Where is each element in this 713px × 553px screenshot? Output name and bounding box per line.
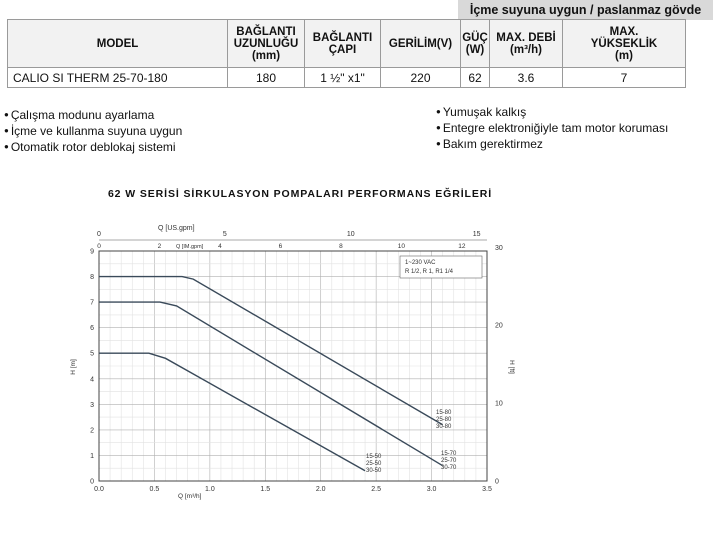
top-im-axis-label: Q [IM.gpm] xyxy=(176,244,204,250)
legend-text: 1~230 VAC xyxy=(405,260,436,266)
series-label: 15-50 xyxy=(366,454,382,460)
x-tick-label: 2.5 xyxy=(371,486,382,493)
top-im-tick-label: 10 xyxy=(397,243,406,250)
y2-axis-label: H [ft] xyxy=(508,360,515,374)
table-header-line: GÜÇ xyxy=(462,31,488,44)
top-us-tick-label: 0 xyxy=(97,231,101,238)
y-tick-label: 2 xyxy=(90,427,94,435)
x-tick-label: 0.5 xyxy=(149,486,160,493)
series-line xyxy=(99,277,443,425)
y-tick-label: 4 xyxy=(90,376,94,384)
x-tick-label: 1.5 xyxy=(260,486,271,493)
series-line xyxy=(99,302,443,466)
feature-item: ● İçme ve kullanma suyuna uygun xyxy=(4,123,182,139)
x-tick-label: 2.0 xyxy=(315,486,326,493)
top-im-tick-label: 0 xyxy=(97,243,101,250)
series-label: 30-70 xyxy=(441,465,457,471)
table-cell: 220 xyxy=(381,68,461,88)
table-header-line: UZUNLUĞU xyxy=(233,37,299,50)
series-label: 15-70 xyxy=(441,451,457,457)
top-im-tick-label: 4 xyxy=(218,243,222,250)
y-tick-label: 1 xyxy=(90,452,94,460)
chart-title: 62 W SERİSİ SİRKULASYON POMPALARI PERFORMANS EĞRİLERİ xyxy=(107,188,493,200)
table-header-line: (mm) xyxy=(251,49,281,62)
x-axis-label: Q [m³/h] xyxy=(178,493,202,500)
table-header-line: (m) xyxy=(615,49,633,62)
table-cell: 7 xyxy=(563,68,686,88)
top-us-axis-label: Q [US.gpm] xyxy=(158,225,195,232)
series-label: 25-50 xyxy=(366,461,382,467)
top-im-tick-label: 8 xyxy=(339,243,343,250)
y-tick-label: 8 xyxy=(90,274,94,282)
legend-text: R 1/2, R 1, R1 1/4 xyxy=(405,269,454,275)
table-header-line: MODEL xyxy=(96,37,139,50)
y2-tick-label: 30 xyxy=(495,244,503,252)
y2-tick-label: 0 xyxy=(495,478,499,486)
series-label: 15-80 xyxy=(436,410,452,416)
top-us-tick-label: 5 xyxy=(222,231,227,238)
table-cell: 180 xyxy=(228,68,305,88)
series-label: 25-70 xyxy=(441,458,457,464)
x-tick-label: 3.0 xyxy=(426,486,437,493)
y-tick-label: 7 xyxy=(90,299,94,307)
table-cell: 62 xyxy=(461,68,490,88)
y-tick-label: 3 xyxy=(90,401,94,409)
top-us-tick-label: 10 xyxy=(346,231,355,238)
table-cell: 3.6 xyxy=(490,68,563,88)
table-header-line: GERİLİM(V) xyxy=(388,37,453,50)
y-tick-label: 6 xyxy=(90,325,94,333)
top-im-tick-label: 6 xyxy=(278,243,283,250)
table-header-line: BAĞLANTI xyxy=(312,31,373,44)
feature-item: ● Çalışma modunu ayarlama xyxy=(4,107,182,123)
table-header-line: (m³/h) xyxy=(510,43,542,56)
top-im-tick-label: 12 xyxy=(458,243,466,250)
top-im-tick-label: 2 xyxy=(157,243,162,250)
x-tick-label: 3.5 xyxy=(482,486,492,493)
y-tick-label: 9 xyxy=(90,248,94,256)
banner: İçme suyuna uygun / paslanmaz gövde xyxy=(458,0,713,20)
y-axis-label: H [m] xyxy=(70,359,77,375)
feature-item: ● Bakım gerektirmez xyxy=(436,136,668,152)
series-label: 25-80 xyxy=(436,417,452,423)
x-tick-label: 0.0 xyxy=(94,486,104,493)
series-label: 30-80 xyxy=(436,424,452,430)
table-cell: 1 ½" x1" xyxy=(305,68,381,88)
table-header-line: YÜKSEKLİK xyxy=(590,37,658,50)
series-label: 30-50 xyxy=(366,468,382,474)
table-header-line: ÇAPI xyxy=(328,43,357,56)
y2-tick-label: 20 xyxy=(495,322,503,330)
feature-item: ● Otomatik rotor deblokaj sistemi xyxy=(4,139,182,155)
y-tick-label: 0 xyxy=(90,478,94,486)
table-header-line: MAX. xyxy=(609,25,639,38)
feature-item: ● Yumuşak kalkış xyxy=(436,104,668,120)
model-cell: CALIO SI THERM 25-70-180 xyxy=(8,68,228,88)
y-tick-label: 5 xyxy=(90,350,94,358)
table-header-line: BAĞLANTI xyxy=(236,25,296,38)
feature-item: ● Entegre elektroniğiyle tam motor koruması xyxy=(436,120,668,136)
table-header-line: MAX. DEBİ xyxy=(496,31,556,44)
y2-tick-label: 10 xyxy=(495,400,503,408)
table-header-line: (W) xyxy=(465,43,485,56)
x-tick-label: 1.0 xyxy=(204,486,215,493)
top-us-tick-label: 15 xyxy=(472,231,481,238)
